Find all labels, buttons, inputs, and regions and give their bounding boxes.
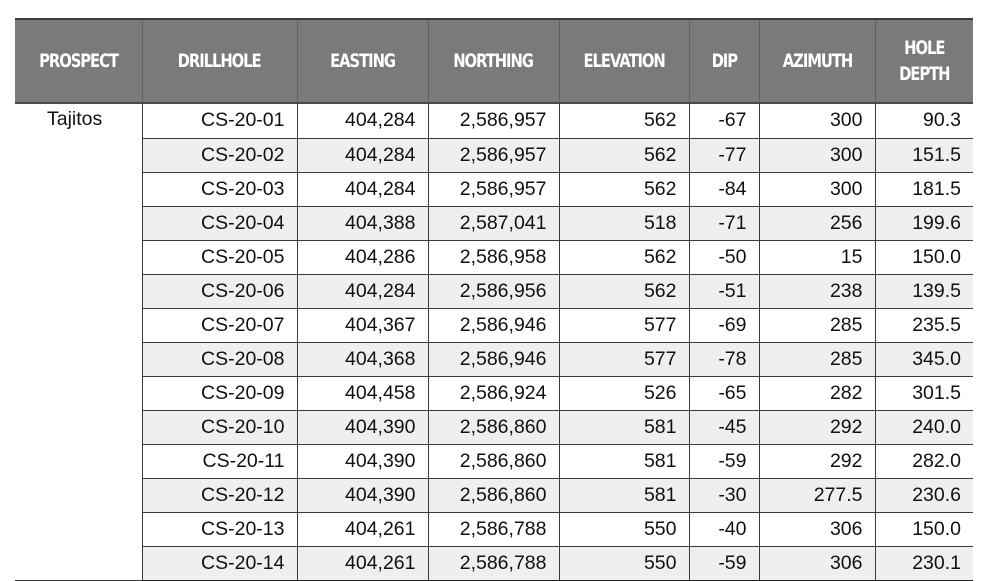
- column-header-hole-depth: [875, 19, 973, 103]
- cell-hole-depth: 240.0: [875, 410, 973, 444]
- cell-drillhole: CS-20-10: [142, 410, 297, 444]
- cell-dip: -67: [689, 103, 759, 138]
- cell-northing: 2,586,860: [428, 444, 559, 478]
- cell-drillhole: CS-20-12: [142, 478, 297, 512]
- cell-northing: 2,586,957: [428, 138, 559, 172]
- cell-prospect: [15, 444, 142, 478]
- cell-drillhole: CS-20-09: [142, 376, 297, 410]
- cell-easting: 404,286: [297, 240, 428, 274]
- header-row: [15, 19, 973, 103]
- table-row: [15, 308, 973, 342]
- cell-hole-depth: 139.5: [875, 274, 973, 308]
- cell-easting: 404,261: [297, 512, 428, 546]
- cell-northing: 2,586,957: [428, 172, 559, 206]
- cell-azimuth: 300: [759, 138, 875, 172]
- cell-prospect: [15, 240, 142, 274]
- table-row: [15, 546, 973, 581]
- column-header-label: DRILLHOLE: [178, 50, 261, 72]
- table-row: [15, 478, 973, 512]
- cell-azimuth: 300: [759, 172, 875, 206]
- cell-easting: 404,368: [297, 342, 428, 376]
- cell-prospect: [15, 376, 142, 410]
- cell-easting: 404,284: [297, 138, 428, 172]
- cell-northing: 2,586,788: [428, 546, 559, 581]
- cell-dip: -69: [689, 308, 759, 342]
- cell-northing: 2,586,946: [428, 342, 559, 376]
- cell-elevation: 562: [559, 103, 689, 138]
- cell-azimuth: 277.5: [759, 478, 875, 512]
- cell-elevation: 581: [559, 410, 689, 444]
- cell-elevation: 581: [559, 478, 689, 512]
- cell-prospect: [15, 512, 142, 546]
- cell-azimuth: 306: [759, 512, 875, 546]
- cell-northing: 2,586,860: [428, 478, 559, 512]
- drillhole-collar-table: [15, 18, 973, 581]
- cell-azimuth: 238: [759, 274, 875, 308]
- cell-drillhole: CS-20-03: [142, 172, 297, 206]
- column-header-easting: [297, 19, 428, 103]
- cell-hole-depth: 345.0: [875, 342, 973, 376]
- cell-easting: 404,390: [297, 478, 428, 512]
- cell-azimuth: 285: [759, 342, 875, 376]
- cell-drillhole: CS-20-14: [142, 546, 297, 581]
- cell-prospect: [15, 308, 142, 342]
- cell-azimuth: 292: [759, 444, 875, 478]
- cell-drillhole: CS-20-07: [142, 308, 297, 342]
- cell-dip: -40: [689, 512, 759, 546]
- cell-hole-depth: 90.3: [875, 103, 973, 138]
- cell-easting: 404,390: [297, 444, 428, 478]
- cell-northing: 2,586,946: [428, 308, 559, 342]
- cell-hole-depth: 235.5: [875, 308, 973, 342]
- cell-hole-depth: 230.6: [875, 478, 973, 512]
- cell-azimuth: 292: [759, 410, 875, 444]
- cell-dip: -51: [689, 274, 759, 308]
- cell-dip: -59: [689, 546, 759, 581]
- cell-hole-depth: 181.5: [875, 172, 973, 206]
- cell-azimuth: 256: [759, 206, 875, 240]
- table-row: [15, 512, 973, 546]
- cell-drillhole: CS-20-06: [142, 274, 297, 308]
- cell-dip: -71: [689, 206, 759, 240]
- cell-easting: 404,261: [297, 546, 428, 581]
- cell-northing: 2,586,860: [428, 410, 559, 444]
- cell-elevation: 526: [559, 376, 689, 410]
- cell-dip: -77: [689, 138, 759, 172]
- cell-azimuth: 15: [759, 240, 875, 274]
- column-header-prospect: [15, 19, 142, 103]
- table-row: [15, 410, 973, 444]
- cell-elevation: 581: [559, 444, 689, 478]
- table-row: [15, 274, 973, 308]
- cell-dip: -50: [689, 240, 759, 274]
- cell-azimuth: 285: [759, 308, 875, 342]
- table-body: [15, 103, 973, 581]
- cell-drillhole: CS-20-13: [142, 512, 297, 546]
- cell-easting: 404,367: [297, 308, 428, 342]
- cell-easting: 404,284: [297, 103, 428, 138]
- cell-northing: 2,586,956: [428, 274, 559, 308]
- cell-easting: 404,390: [297, 410, 428, 444]
- table-row: [15, 206, 973, 240]
- cell-dip: -30: [689, 478, 759, 512]
- cell-easting: 404,284: [297, 274, 428, 308]
- cell-elevation: 577: [559, 342, 689, 376]
- column-header-northing: [428, 19, 559, 103]
- cell-prospect: [15, 342, 142, 376]
- cell-prospect: [15, 138, 142, 172]
- column-header-elevation: [559, 19, 689, 103]
- cell-prospect: [15, 478, 142, 512]
- cell-drillhole: CS-20-11: [142, 444, 297, 478]
- cell-prospect: Tajitos: [15, 103, 142, 138]
- cell-hole-depth: 301.5: [875, 376, 973, 410]
- cell-drillhole: CS-20-01: [142, 103, 297, 138]
- cell-hole-depth: 150.0: [875, 512, 973, 546]
- column-header-label: AZIMUTH: [782, 50, 852, 72]
- column-header-label: EASTING: [330, 50, 395, 72]
- column-header-label: PROSPECT: [38, 50, 118, 72]
- cell-drillhole: CS-20-08: [142, 342, 297, 376]
- cell-dip: -59: [689, 444, 759, 478]
- cell-elevation: 562: [559, 138, 689, 172]
- cell-elevation: 562: [559, 274, 689, 308]
- table-row: [15, 444, 973, 478]
- column-header-azimuth: [759, 19, 875, 103]
- cell-azimuth: 282: [759, 376, 875, 410]
- cell-dip: -65: [689, 376, 759, 410]
- cell-dip: -78: [689, 342, 759, 376]
- cell-prospect: [15, 546, 142, 581]
- cell-prospect: [15, 274, 142, 308]
- cell-drillhole: CS-20-02: [142, 138, 297, 172]
- cell-elevation: 562: [559, 240, 689, 274]
- cell-northing: 2,587,041: [428, 206, 559, 240]
- table-header: [15, 19, 973, 103]
- cell-northing: 2,586,924: [428, 376, 559, 410]
- column-header-dip: [689, 19, 759, 103]
- cell-easting: 404,458: [297, 376, 428, 410]
- cell-elevation: 577: [559, 308, 689, 342]
- cell-dip: -45: [689, 410, 759, 444]
- cell-northing: 2,586,957: [428, 103, 559, 138]
- column-header-label: HOLE DEPTH: [899, 37, 950, 85]
- cell-northing: 2,586,788: [428, 512, 559, 546]
- table-row: [15, 376, 973, 410]
- cell-azimuth: 300: [759, 103, 875, 138]
- column-header-label: ELEVATION: [583, 50, 665, 72]
- cell-easting: 404,388: [297, 206, 428, 240]
- cell-elevation: 518: [559, 206, 689, 240]
- cell-hole-depth: 199.6: [875, 206, 973, 240]
- cell-hole-depth: 230.1: [875, 546, 973, 581]
- cell-hole-depth: 151.5: [875, 138, 973, 172]
- cell-hole-depth: 282.0: [875, 444, 973, 478]
- table-row: [15, 103, 973, 138]
- column-header-label: NORTHING: [453, 50, 534, 72]
- table-row: [15, 172, 973, 206]
- cell-azimuth: 306: [759, 546, 875, 581]
- column-header-drillhole: [142, 19, 297, 103]
- cell-prospect: [15, 172, 142, 206]
- cell-prospect: [15, 206, 142, 240]
- table-row: [15, 138, 973, 172]
- cell-drillhole: CS-20-04: [142, 206, 297, 240]
- table-row: [15, 342, 973, 376]
- cell-elevation: 562: [559, 172, 689, 206]
- cell-prospect: [15, 410, 142, 444]
- cell-elevation: 550: [559, 512, 689, 546]
- cell-easting: 404,284: [297, 172, 428, 206]
- drillhole-table-container: [15, 18, 973, 581]
- cell-elevation: 550: [559, 546, 689, 581]
- cell-hole-depth: 150.0: [875, 240, 973, 274]
- cell-drillhole: CS-20-05: [142, 240, 297, 274]
- cell-dip: -84: [689, 172, 759, 206]
- cell-northing: 2,586,958: [428, 240, 559, 274]
- column-header-label: DIP: [711, 50, 737, 72]
- table-row: [15, 240, 973, 274]
